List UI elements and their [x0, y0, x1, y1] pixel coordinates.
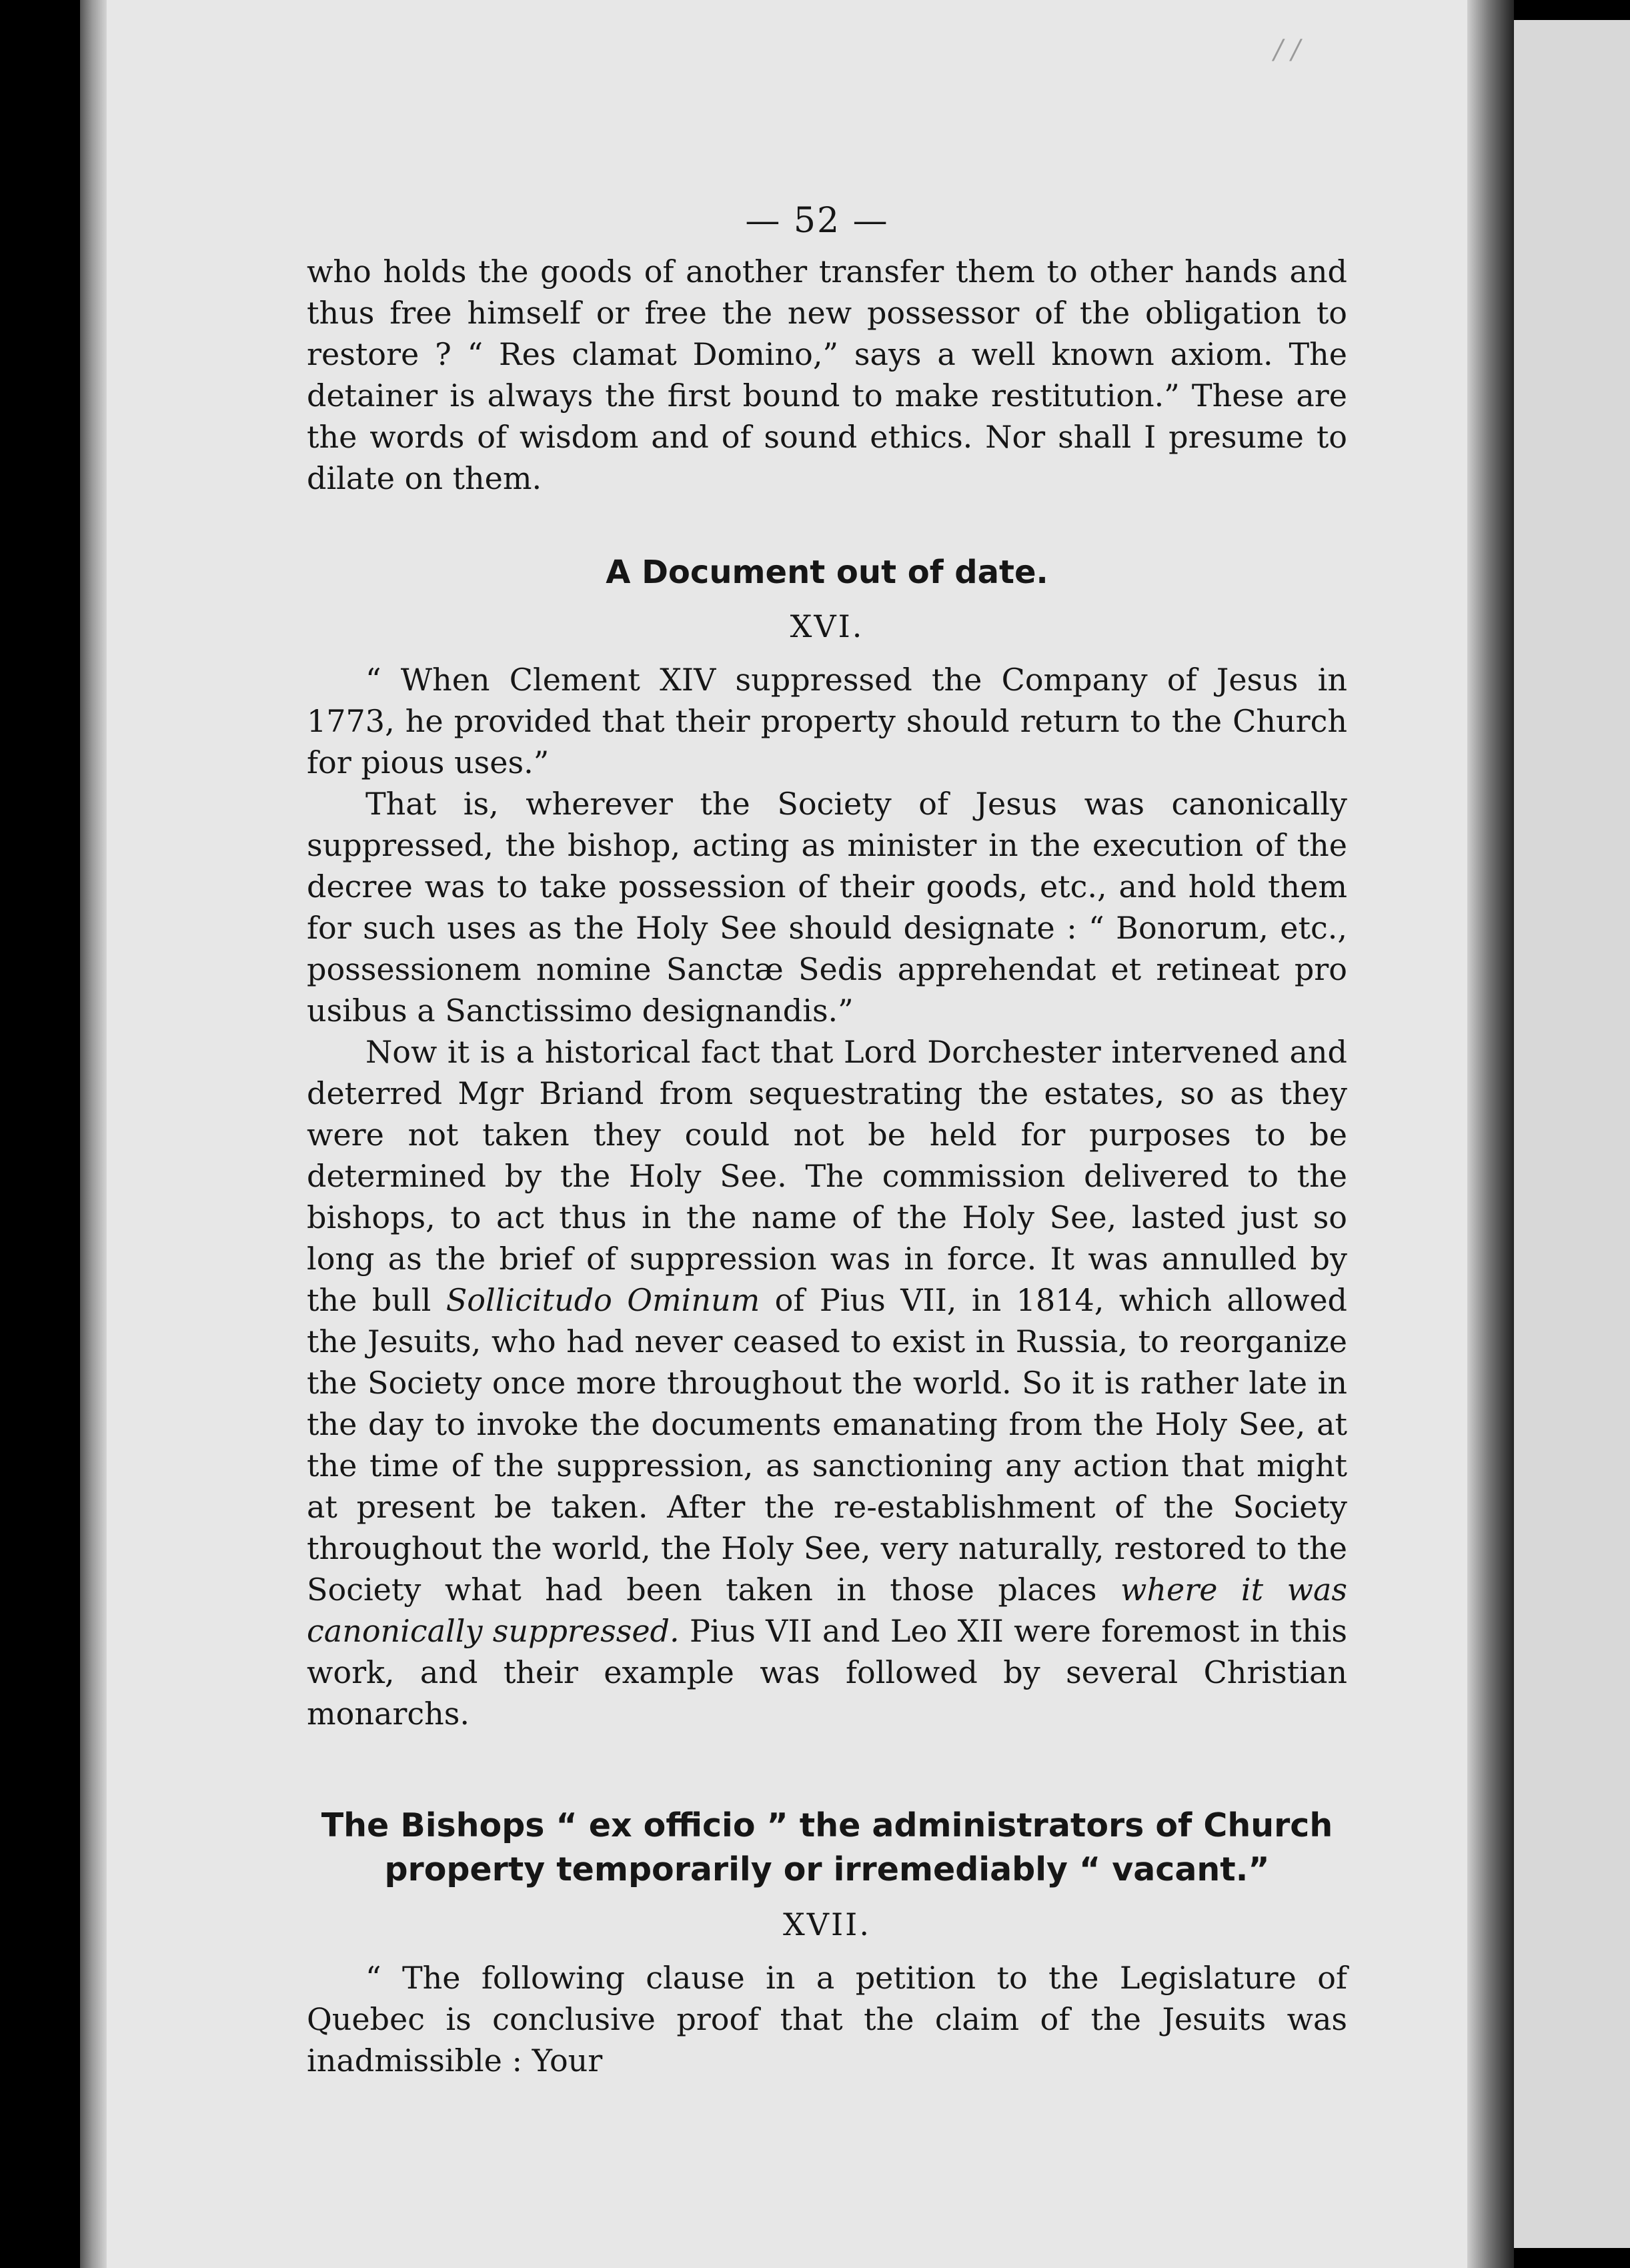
paragraph-society-suppressed: That is, wherever the Society of Jesus was canonically suppressed, the bishop, acting as minister in the execution of the decree was to take possession of their goods, etc., and hold them for such uses as the Holy See should designate : “ Bonorum, etc., possessionem nomine Sanctæ Sedis apprehendat et retineat pro usibus a Sanctissimo designandis.”: [307, 786, 1347, 1029]
section-title-line: property temporarily or irremediably “ vacant.”: [384, 1850, 1270, 1888]
paragraph-text-segment: Pius VII and Leo XII were foremost in this work, and their example was followed by several Christian monarchs.: [307, 1613, 1347, 1732]
section-title-line: The Bishops “ ex officio ” the administrators of Church: [321, 1806, 1333, 1844]
paragraph-restitution: who holds the goods of another transfer them to other hands and thus free himself or free the new possessor of the obligation to restore ? “ Res clamat Domino,” says a well known axiom. The detainer is always the first bound to make restitution.” These are the words of wisdom and of sound ethics. Nor shall I presume to dilate on them.: [307, 253, 1347, 496]
paragraph-petition-clause: “ The following clause in a petition to the Legislature of Quebec is conclusive proof that the claim of the Jesuits was inadmissible : Your: [307, 1960, 1347, 2079]
bull-title-italic: Sollicitudo Ominum: [446, 1282, 760, 1318]
page-text-block: [307, 200, 1347, 2081]
emphasis-italic: where it was canonically suppressed.: [307, 1572, 1347, 1649]
paragraph-lord-dorchester: [307, 1031, 1347, 1734]
paragraph-text-segment: Now it is a historical fact that Lord Dorchester intervened and deterred Mgr Briand from sequestrating the estates, so as they were not taken they could not be held for purposes to be determined by the Holy See. The commission delivered to the bishops, to act thus in the name of the Holy See, lasted just so long as the brief of suppression was in force. It was annulled by the bull: [307, 1034, 1347, 1318]
paragraph-clement-quote: “ When Clement XIV suppressed the Company of Jesus in 1773, he provided that their property should return to the Church for pious uses.”: [307, 662, 1347, 780]
section-number-xvii: XVII.: [783, 1906, 871, 1942]
section-title-document-out-of-date: A Document out of date.: [606, 554, 1048, 591]
facing-page-edge: [1514, 20, 1630, 2248]
page-number: — 52 —: [745, 201, 889, 241]
section-number-xvi: XVI.: [790, 608, 864, 644]
paragraph-text-segment: of Pius VII, in 1814, which allowed the Jesuits, who had never ceased to exist in Russia, to reorganize the Society once more throughout the world. So it is rather late in the day to invoke the documents emanating from the Holy See, at the time of the suppression, as sanctioning any action that might at present be taken. After the re-establishment of the Society throughout the world, the Holy See, very naturally, restored to the Society what had been taken in those places: [307, 1282, 1347, 1608]
book-spine-shadow: [1467, 0, 1514, 2268]
page-gutter-shadow: [80, 0, 107, 2268]
section-title-bishops-ex-officio: [307, 1804, 1347, 1892]
pencil-annotation: / /: [1274, 35, 1301, 65]
